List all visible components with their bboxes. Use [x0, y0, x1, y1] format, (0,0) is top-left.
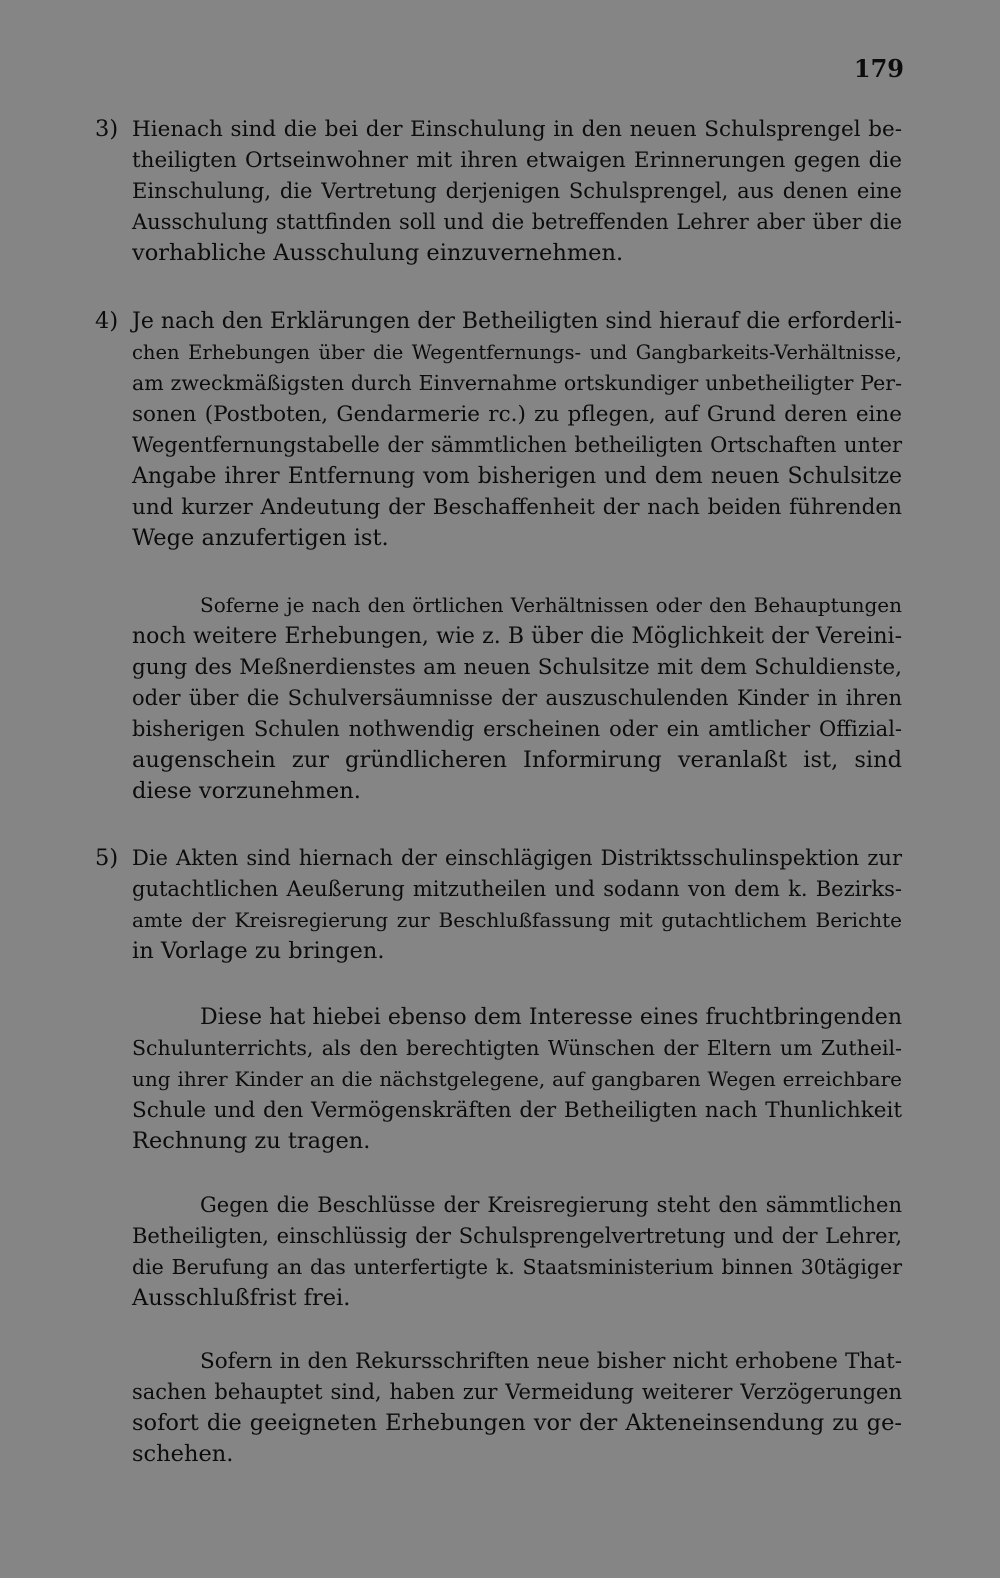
- section-number-3: 3): [95, 116, 119, 142]
- text-line: noch weitere Erhebungen, wie z. B über die Möglichkeit der Vereini-: [132, 624, 902, 649]
- text-line: Diese hat hiebei ebenso dem Interesse eines fruchtbringenden: [200, 1005, 902, 1030]
- text-line: diese vorzunehmen.: [132, 778, 361, 804]
- text-line: Schulunterrichts, als den berechtigten Wünschen der Eltern um Zutheil-: [132, 1036, 902, 1060]
- text-line: Einschulung, die Vertretung derjenigen Schulsprengel, aus denen eine: [132, 179, 902, 203]
- text-line: und kurzer Andeutung der Beschaffenheit der nach beiden führenden: [132, 495, 902, 520]
- text-line: Gegen die Beschlüsse der Kreisregierung steht den sämmtlichen: [200, 1193, 902, 1217]
- text-line: sachen behauptet sind, haben zur Vermeidung weiterer Verzögerungen: [132, 1380, 902, 1404]
- text-line: schehen.: [132, 1441, 234, 1467]
- text-line: bisherigen Schulen nothwendig erscheinen oder ein amtlicher Offizial-: [132, 717, 902, 741]
- text-line: die Berufung an das unterfertigte k. Staatsministerium binnen 30tägiger: [132, 1255, 902, 1279]
- text-line: theiligten Ortseinwohner mit ihren etwaigen Erinnerungen gegen die: [132, 148, 902, 173]
- text-line: in Vorlage zu bringen.: [132, 938, 385, 964]
- text-line: Soferne je nach den örtlichen Verhältnissen oder den Behauptungen: [200, 593, 902, 617]
- text-line: Ausschlußfrist frei.: [132, 1285, 351, 1311]
- text-line: augenschein zur gründlicheren Informirung veranlaßt ist, sind: [132, 747, 902, 773]
- text-line: Die Akten sind hiernach der einschlägigen Distriktsschulinspektion zur: [132, 846, 902, 870]
- text-line: Je nach den Erklärungen der Betheiligten sind hierauf die erforderli-: [132, 309, 902, 334]
- text-line: ung ihrer Kinder an die nächstgelegene, auf gangbaren Wegen erreichbare: [132, 1067, 902, 1091]
- text-line: gung des Meßnerdienstes am neuen Schulsitze mit dem Schuldienste,: [132, 655, 902, 680]
- text-line: Wegentfernungstabelle der sämmtlichen betheiligten Ortschaften unter: [132, 433, 902, 457]
- text-line: Betheiligten, einschlüssig der Schulsprengelvertretung und der Lehrer,: [132, 1224, 902, 1248]
- text-line: Ausschulung stattfinden soll und die betreffenden Lehrer aber über die: [132, 210, 902, 234]
- text-line: sofort die geeigneten Erhebungen vor der Akteneinsendung zu ge-: [132, 1410, 902, 1436]
- text-line: Sofern in den Rekursschriften neue bisher nicht erhobene That-: [200, 1349, 902, 1374]
- text-line: Angabe ihrer Entfernung vom bisherigen und dem neuen Schulsitze: [132, 464, 902, 489]
- section-number-4: 4): [95, 308, 119, 334]
- text-line: vorhabliche Ausschulung einzuvernehmen.: [132, 240, 624, 266]
- section-number-5: 5): [95, 845, 119, 871]
- text-line: sonen (Postboten, Gendarmerie rc.) zu pflegen, auf Grund deren eine: [132, 402, 902, 427]
- text-line: chen Erhebungen über die Wegentfernungs- und Gangbarkeits-Verhältnisse,: [132, 341, 902, 364]
- page-number: 179: [853, 54, 904, 83]
- text-line: Rechnung zu tragen.: [132, 1128, 371, 1154]
- text-line: amte der Kreisregierung zur Beschlußfassung mit gutachtlichem Berichte: [132, 908, 902, 932]
- text-line: oder über die Schulversäumnisse der auszuschulenden Kinder in ihren: [132, 686, 902, 710]
- text-line: Schule und den Vermögenskräften der Betheiligten nach Thunlichkeit: [132, 1098, 902, 1123]
- text-line: Wege anzufertigen ist.: [132, 525, 389, 551]
- text-line: Hienach sind die bei der Einschulung in den neuen Schulsprengel be-: [132, 117, 902, 142]
- text-line: am zweckmäßigsten durch Einvernahme ortskundiger unbetheiligter Per-: [132, 371, 902, 395]
- text-line: gutachtlichen Aeußerung mitzutheilen und sodann von dem k. Bezirks-: [132, 877, 902, 901]
